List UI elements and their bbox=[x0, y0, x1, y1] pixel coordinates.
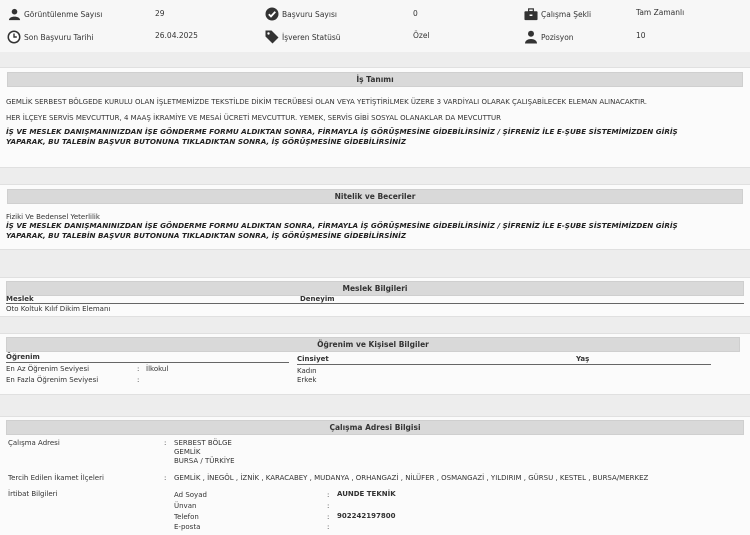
occupation-header-divider bbox=[6, 303, 744, 304]
address-title: Çalışma Adresi Bilgisi bbox=[6, 420, 744, 435]
contact-name-colon: : bbox=[327, 491, 330, 499]
tag-icon bbox=[265, 30, 279, 44]
job-description-line2: HER İLÇEYE SERVİS MEVCUTTUR, 4 MAAŞ İKRAMİYE VE MESAİ ÜCRETİ MEVCUTTUR. YEMEK, SERVİS GİBİ SOSYAL OLANAKLAR DA MEVCUTTUR bbox=[6, 114, 502, 122]
contact-label: İrtibat Bilgileri bbox=[8, 490, 58, 498]
contact-name-value: AUNDE TEKNİK bbox=[337, 490, 396, 498]
work-type-value: Tam Zamanlı bbox=[636, 8, 685, 17]
position-label: Pozisyon bbox=[541, 32, 574, 42]
skills-line1: Fiziki Ve Bedensel Yeterlilik bbox=[6, 213, 100, 221]
users-icon bbox=[524, 30, 538, 44]
clock-icon bbox=[7, 30, 21, 44]
education-header-divider bbox=[6, 362, 289, 363]
personal-header-divider bbox=[297, 364, 711, 365]
contact-title-label: Ünvan bbox=[174, 502, 197, 510]
education-col-gender: Cinsiyet bbox=[297, 355, 329, 363]
contact-email-colon: : bbox=[327, 523, 330, 531]
min-education-label: En Az Öğrenim Seviyesi bbox=[6, 365, 90, 373]
contact-email-label: E-posta bbox=[174, 523, 201, 531]
max-education-label: En Fazla Öğrenim Seviyesi bbox=[6, 376, 99, 384]
districts-value: GEMLİK , İNEGÖL , İZNİK , KARACABEY , MUDANYA , ORHANGAZİ , NİLÜFER , OSMANGAZİ , YILDIRIM , GÜRSU , KESTEL , BURSA/MERKEZ bbox=[174, 474, 649, 482]
skills-panel bbox=[0, 184, 750, 250]
education-col-age: Yaş bbox=[576, 355, 590, 363]
max-education-colon: : bbox=[137, 376, 140, 384]
applications-stat bbox=[265, 4, 337, 24]
occupation-panel bbox=[0, 277, 750, 317]
gender-male: Erkek bbox=[297, 376, 317, 384]
job-description-note: İŞ VE MESLEK DANIŞMANINIZDAN İŞE GÖNDERME FORMU ALDIKTAN SONRA, FİRMAYLA İŞ GÖRÜŞMESİNE GİDEBİLİRSİNİZ / ŞİFRENİZ İLE E-ŞUBE SİSTEMİMİZDEN GİRİŞ YAPARAK, BU TALEBİN BAŞVUR BUTONUNA TIKLADIKTAN SONRA, İŞ GÖRÜŞMESİNE GİDEBİLİRSİNİZ bbox=[6, 127, 678, 146]
briefcase-icon bbox=[524, 7, 538, 21]
job-stats bbox=[0, 0, 750, 52]
position-stat bbox=[524, 27, 574, 47]
skills-title: Nitelik ve Beceriler bbox=[7, 189, 743, 204]
applications-value: 0 bbox=[413, 9, 418, 18]
gender-female: Kadın bbox=[297, 367, 317, 375]
contact-phone-value: 902242197800 bbox=[337, 512, 396, 520]
contact-phone-label: Telefon bbox=[174, 513, 199, 521]
districts-label: Tercih Edilen İkamet İlçeleri bbox=[8, 474, 104, 482]
work-address-line3: BURSA / TÜRKİYE bbox=[174, 457, 235, 465]
check-circle-icon bbox=[265, 7, 279, 21]
work-type-stat bbox=[524, 4, 591, 24]
min-education-value: İlkokul bbox=[146, 365, 169, 373]
work-address-line2: GEMLİK bbox=[174, 448, 201, 456]
employer-status-value: Özel bbox=[413, 31, 430, 40]
employer-status-stat bbox=[265, 27, 341, 47]
address-panel bbox=[0, 416, 750, 535]
work-address-label: Çalışma Adresi bbox=[8, 439, 60, 447]
views-stat bbox=[7, 4, 102, 24]
occupation-col-occupation: Meslek bbox=[6, 295, 34, 303]
job-description-title: İş Tanımı bbox=[7, 72, 743, 87]
contact-name-label: Ad Soyad bbox=[174, 491, 207, 499]
education-panel bbox=[0, 333, 750, 395]
occupation-col-experience: Deneyim bbox=[300, 295, 335, 303]
occupation-title: Meslek Bilgileri bbox=[6, 281, 744, 296]
work-address-line1: SERBEST BÖLGE bbox=[174, 439, 232, 447]
min-education-colon: : bbox=[137, 365, 140, 373]
districts-colon: : bbox=[164, 474, 167, 482]
contact-phone-colon: : bbox=[327, 513, 330, 521]
position-value: 10 bbox=[636, 31, 646, 40]
work-address-colon: : bbox=[164, 439, 167, 447]
education-title: Öğrenim ve Kişisel Bilgiler bbox=[6, 337, 740, 352]
deadline-value: 26.04.2025 bbox=[155, 31, 198, 40]
job-description-panel bbox=[0, 67, 750, 168]
views-label: Görüntülenme Sayısı bbox=[24, 9, 103, 19]
skills-note: İŞ VE MESLEK DANIŞMANINIZDAN İŞE GÖNDERME FORMU ALDIKTAN SONRA, FİRMAYLA İŞ GÖRÜŞMESİNE GİDEBİLİRSİNİZ / ŞİFRENİZ İLE E-ŞUBE SİSTEMİMİZDEN GİRİŞ YAPARAK, BU TALEBİN BAŞVUR BUTONUNA TIKLADIKTAN SONRA, İŞ GÖRÜŞMESİNE GİDEBİLİRSİNİZ bbox=[6, 221, 678, 240]
applications-label: Başvuru Sayısı bbox=[282, 9, 337, 19]
deadline-label: Son Başvuru Tarihi bbox=[24, 32, 94, 42]
education-col-education: Öğrenim bbox=[6, 353, 40, 361]
user-icon bbox=[7, 7, 21, 21]
deadline-stat bbox=[7, 27, 94, 47]
job-description-line1: GEMLİK SERBEST BÖLGEDE KURULU OLAN İŞLETMEMİZDE TEKSTİLDE DİKİM TECRÜBESİ OLAN VEYA YETİŞTİRİLMEK ÜZERE 3 VARDİYALI OLARAK ÇALIŞABİLECEK ELEMAN ALINACAKTIR. bbox=[6, 98, 647, 106]
contact-title-colon: : bbox=[327, 502, 330, 510]
work-type-label: Çalışma Şekli bbox=[541, 9, 592, 19]
occupation-value: Oto Koltuk Kılıf Dikim Elemanı bbox=[6, 305, 111, 313]
views-value: 29 bbox=[155, 9, 165, 18]
employer-status-label: İşveren Statüsü bbox=[282, 32, 341, 42]
